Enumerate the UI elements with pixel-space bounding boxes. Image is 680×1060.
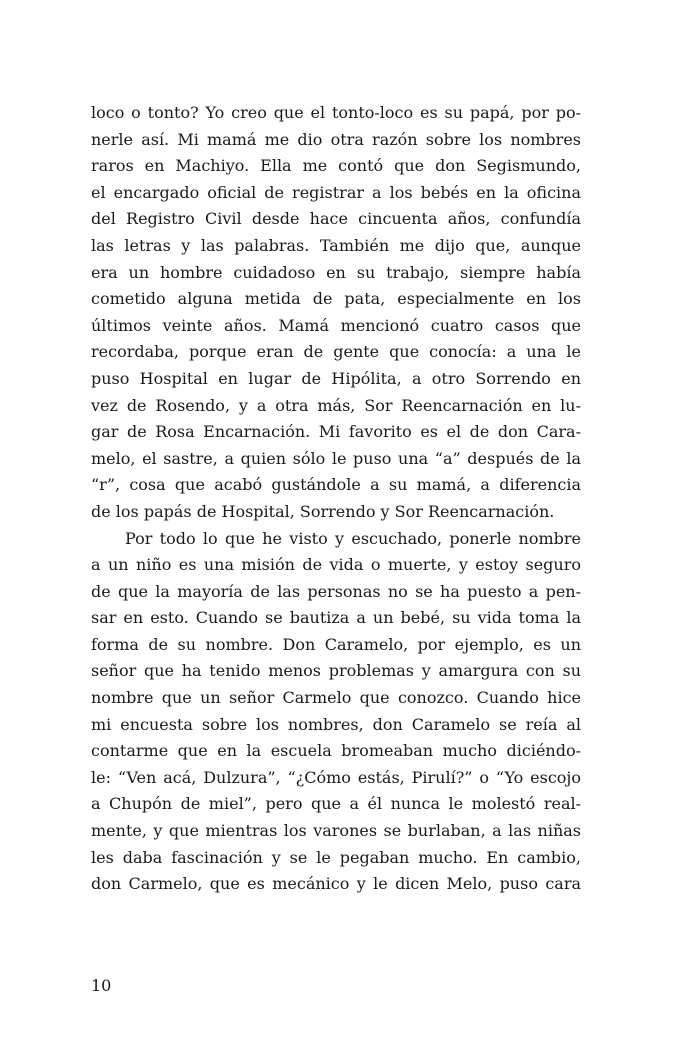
text-line: don Carmelo, que es mecánico y le dicen Melo, puso cara: [91, 874, 581, 894]
body-text: [91, 100, 581, 898]
text-line: puso Hospital en lugar de Hipólita, a otro Sorrendo en: [91, 368, 581, 388]
text-line: nerle así. Mi mamá me dio otra razón sobre los nombres: [91, 129, 581, 149]
text-line: contarme que en la escuela bromeaban mucho diciéndo-: [91, 741, 581, 761]
text-line: mi encuesta sobre los nombres, don Caramelo se reía al: [91, 714, 581, 734]
text-line: forma de su nombre. Don Caramelo, por ejemplo, es un: [91, 634, 581, 654]
text-line: mente, y que mientras los varones se burlaban, a las niñas: [91, 821, 581, 841]
text-line: a un niño es una misión de vida o muerte, y estoy seguro: [91, 555, 581, 575]
paragraph-end-line: de los papás de Hospital, Sorrendo y Sor Reencarnación.: [91, 501, 555, 521]
text-line: era un hombre cuidadoso en su trabajo, siempre había: [91, 262, 581, 282]
text-line: loco o tonto? Yo creo que el tonto-loco es su papá, por po-: [91, 103, 581, 122]
paragraph-start-line: Por todo lo que he visto y escuchado, ponerle nombre: [125, 528, 581, 548]
page-number: 10: [91, 976, 112, 995]
text-line: de que la mayoría de las personas no se ha puesto a pen-: [91, 581, 581, 601]
text-line: las letras y las palabras. También me dijo que, aunque: [91, 235, 581, 255]
text-line: del Registro Civil desde hace cincuenta años, confundía: [91, 209, 581, 229]
text-line: le: “Ven acá, Dulzura”, “¿Cómo estás, Pirulí?” o “Yo escojo: [91, 767, 581, 787]
text-line: últimos veinte años. Mamá mencionó cuatro casos que: [91, 315, 581, 335]
text-line: el encargado oficial de registrar a los bebés en la oficina: [91, 182, 581, 202]
text-line: les daba fascinación y se le pegaban mucho. En cambio,: [91, 847, 581, 867]
text-line: melo, el sastre, a quien sólo le puso una “a” después de la: [91, 448, 581, 468]
text-line: gar de Rosa Encarnación. Mi favorito es el de don Cara-: [91, 422, 581, 442]
text-line: señor que ha tenido menos problemas y amargura con su: [91, 661, 581, 681]
text-line: recordaba, porque eran de gente que conocía: a una le: [91, 342, 581, 362]
text-line: nombre que un señor Carmelo que conozco. Cuando hice: [91, 688, 581, 708]
text-line: raros en Machiyo. Ella me contó que don Segismundo,: [91, 156, 581, 176]
text-line: vez de Rosendo, y a otra más, Sor Reencarnación en lu-: [91, 395, 581, 415]
text-line: a Chupón de miel”, pero que a él nunca le molestó real-: [91, 794, 581, 814]
text-line: “r”, cosa que acabó gustándole a su mamá, a diferencia: [91, 475, 581, 495]
text-line: sar en esto. Cuando se bautiza a un bebé, su vida toma la: [91, 608, 581, 628]
text-line: cometido alguna metida de pata, especialmente en los: [91, 289, 581, 309]
